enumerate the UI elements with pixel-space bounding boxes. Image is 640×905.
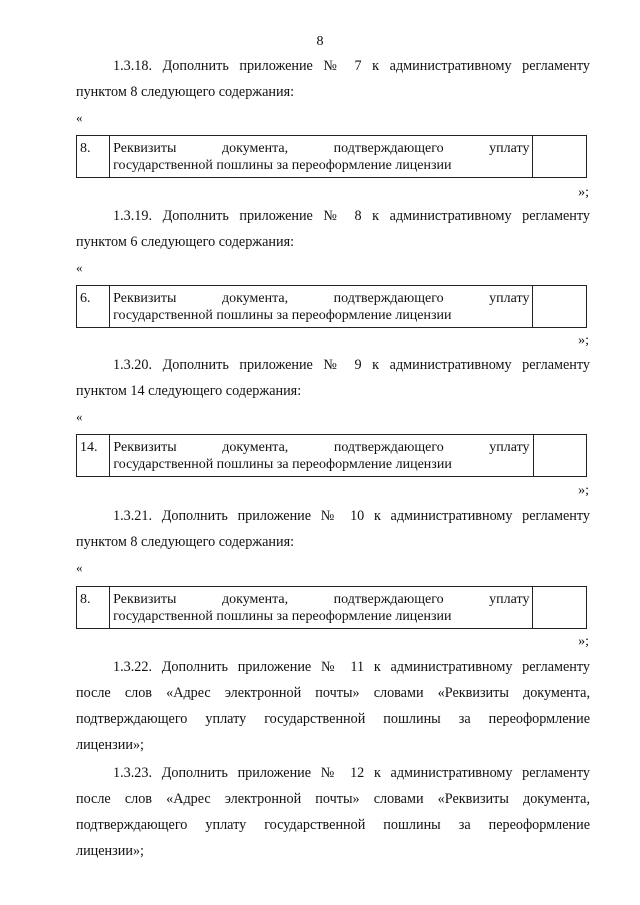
row-empty-cell xyxy=(533,136,587,178)
row-empty-cell xyxy=(533,286,587,328)
row-text xyxy=(110,286,533,328)
item-intro-line: 1.3.21. Дополнить приложение № 10 к административному регламенту xyxy=(113,508,590,524)
row-text-line: Реквизиты документа, подтверждающего уплату xyxy=(113,291,530,306)
row-empty-cell xyxy=(533,587,587,629)
item-intro-line: 1.3.19. Дополнить приложение № 8 к административному регламенту xyxy=(113,208,590,224)
paragraph-line: после слов «Адрес электронной почты» словами «Реквизиты документа, xyxy=(76,791,590,807)
row-number: 6. xyxy=(77,286,110,328)
row-text-line: Реквизиты документа, подтверждающего уплату xyxy=(113,440,530,455)
page-number: 8 xyxy=(316,34,324,49)
paragraph-line: после слов «Адрес электронной почты» словами «Реквизиты документа, xyxy=(76,685,590,701)
row-number: 8. xyxy=(77,587,110,629)
row-empty-cell xyxy=(533,435,586,477)
row-text-line: Реквизиты документа, подтверждающего уплату xyxy=(113,592,530,607)
item-intro-line: 1.3.18. Дополнить приложение № 7 к административному регламенту xyxy=(113,58,590,74)
row-text xyxy=(110,435,533,477)
row-text-line: государственной пошлины за переоформление лицензии xyxy=(113,308,452,323)
open-quote: « xyxy=(76,560,83,575)
row-number: 8. xyxy=(77,136,110,178)
paragraph-line: 1.3.23. Дополнить приложение № 12 к административному регламенту xyxy=(113,765,590,781)
row-text-line: Реквизиты документа, подтверждающего уплату xyxy=(113,141,530,156)
paragraph-line: 1.3.22. Дополнить приложение № 11 к административному регламенту xyxy=(113,659,590,675)
paragraph-line: подтверждающего уплату государственной пошлины за переоформление xyxy=(76,817,590,833)
close-quote: »; xyxy=(578,333,589,348)
open-quote: « xyxy=(76,260,83,275)
row-text-line: государственной пошлины за переоформление лицензии xyxy=(113,457,452,472)
paragraph-line: подтверждающего уплату государственной пошлины за переоформление xyxy=(76,711,590,727)
item-intro-line: пунктом 8 следующего содержания: xyxy=(76,84,295,100)
amendment-table xyxy=(76,586,587,629)
item-intro-line: пунктом 8 следующего содержания: xyxy=(76,534,295,550)
row-text xyxy=(110,587,533,629)
close-quote: »; xyxy=(578,634,589,649)
paragraph-line: лицензии»; xyxy=(76,737,144,753)
row-number: 14. xyxy=(77,435,110,477)
row-text xyxy=(110,136,533,178)
row-text-line: государственной пошлины за переоформление лицензии xyxy=(113,609,452,624)
open-quote: « xyxy=(76,409,83,424)
close-quote: »; xyxy=(578,185,589,200)
item-intro-line: пунктом 14 следующего содержания: xyxy=(76,383,302,399)
close-quote: »; xyxy=(578,483,589,498)
amendment-table xyxy=(76,135,587,178)
paragraph-line: лицензии»; xyxy=(76,843,144,859)
amendment-table xyxy=(76,285,587,328)
item-intro-line: пунктом 6 следующего содержания: xyxy=(76,234,295,250)
row-text-line: государственной пошлины за переоформление лицензии xyxy=(113,158,452,173)
open-quote: « xyxy=(76,110,83,125)
amendment-table xyxy=(76,434,587,477)
item-intro-line: 1.3.20. Дополнить приложение № 9 к административному регламенту xyxy=(113,357,590,373)
